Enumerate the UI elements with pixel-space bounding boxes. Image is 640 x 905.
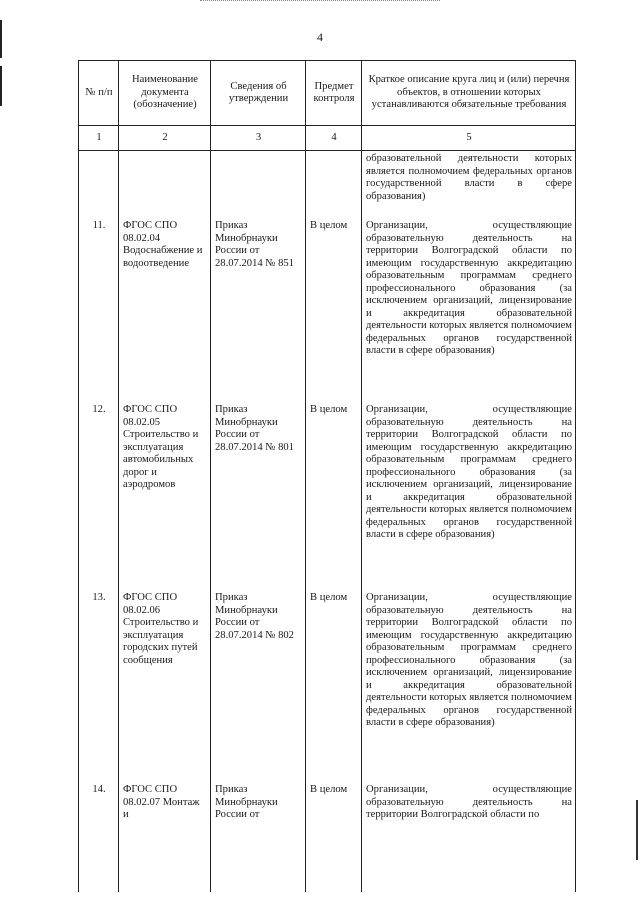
row-number: 14. [79,772,119,892]
header-subject: Предмет контроля [306,61,362,126]
table-header-row [79,61,576,126]
row-subject: В целом [306,580,362,772]
continuation-description: образовательной деятельности которых является полномочием федеральных органов государственной власти в сфере образования) [362,151,576,209]
column-number: 3 [211,126,306,151]
row-approval: Приказ Минобрнауки России от 28.07.2014 № 851 [211,208,306,392]
header-description: Краткое описание круга лиц и (или) перечня объектов, в отношении которых устанавливаются обязательные требования [362,61,576,126]
row-approval: Приказ Минобрнауки России от 28.07.2014 № 801 [211,392,306,580]
row-number: 11. [79,208,119,392]
scan-artifact-top [200,0,440,2]
scan-artifact-left-mark [0,66,2,106]
row-number: 12. [79,392,119,580]
requirements-table [78,60,576,892]
header-approval: Сведения об утверждении [211,61,306,126]
page-number: 4 [317,30,323,44]
row-document: ФГОС СПО 08.02.04 Водоснабжение и водоотведение [119,208,211,392]
column-number-row [79,126,576,151]
row-approval: Приказ Минобрнауки России от [211,772,306,892]
header-number: № п/п [79,61,119,126]
row-subject: В целом [306,772,362,892]
row-description: Организации, осуществляющие образовательную деятельность на территории Волгоградской области по имеющим государственную аккредитацию образовательным программам среднего профессионального образования (за исключением организаций, лицензирование и аккредитация образовательной деятельности которых является полномочием федеральных органов государственной власти в сфере образования) [362,580,576,772]
table-row-continuation [79,151,576,209]
column-number: 5 [362,126,576,151]
row-subject: В целом [306,208,362,392]
row-description: Организации, осуществляющие образовательную деятельность на территории Волгоградской области по имеющим государственную аккредитацию образовательным программам среднего профессионального образования (за исключением организаций, лицензирование и аккредитация образовательной деятельности которых является полномочием федеральных органов государственной власти в сфере образования) [362,392,576,580]
row-document: ФГОС СПО 08.02.07 Монтаж и [119,772,211,892]
row-description: Организации, осуществляющие образовательную деятельность на территории Волгоградской области по имеющим государственную аккредитацию образовательным программам среднего профессионального образования (за исключением организаций, лицензирование и аккредитация образовательной деятельности которых является полномочием федеральных органов государственной власти в сфере образования) [362,208,576,392]
table-row [79,208,576,392]
table-row [79,392,576,580]
table-row [79,580,576,772]
header-document: Наименование документа (обозначение) [119,61,211,126]
scan-artifact-right-mark [636,800,638,860]
row-description: Организации, осуществляющие образовательную деятельность на территории Волгоградской области по [362,772,576,892]
row-document: ФГОС СПО 08.02.05 Строительство и эксплуатация автомобильных дорог и аэродромов [119,392,211,580]
column-number: 2 [119,126,211,151]
row-number: 13. [79,580,119,772]
row-approval: Приказ Минобрнауки России от 28.07.2014 № 802 [211,580,306,772]
row-document: ФГОС СПО 08.02.06 Строительство и эксплуатация городских путей сообщения [119,580,211,772]
table-row [79,772,576,892]
row-subject: В целом [306,392,362,580]
column-number: 1 [79,126,119,151]
column-number: 4 [306,126,362,151]
